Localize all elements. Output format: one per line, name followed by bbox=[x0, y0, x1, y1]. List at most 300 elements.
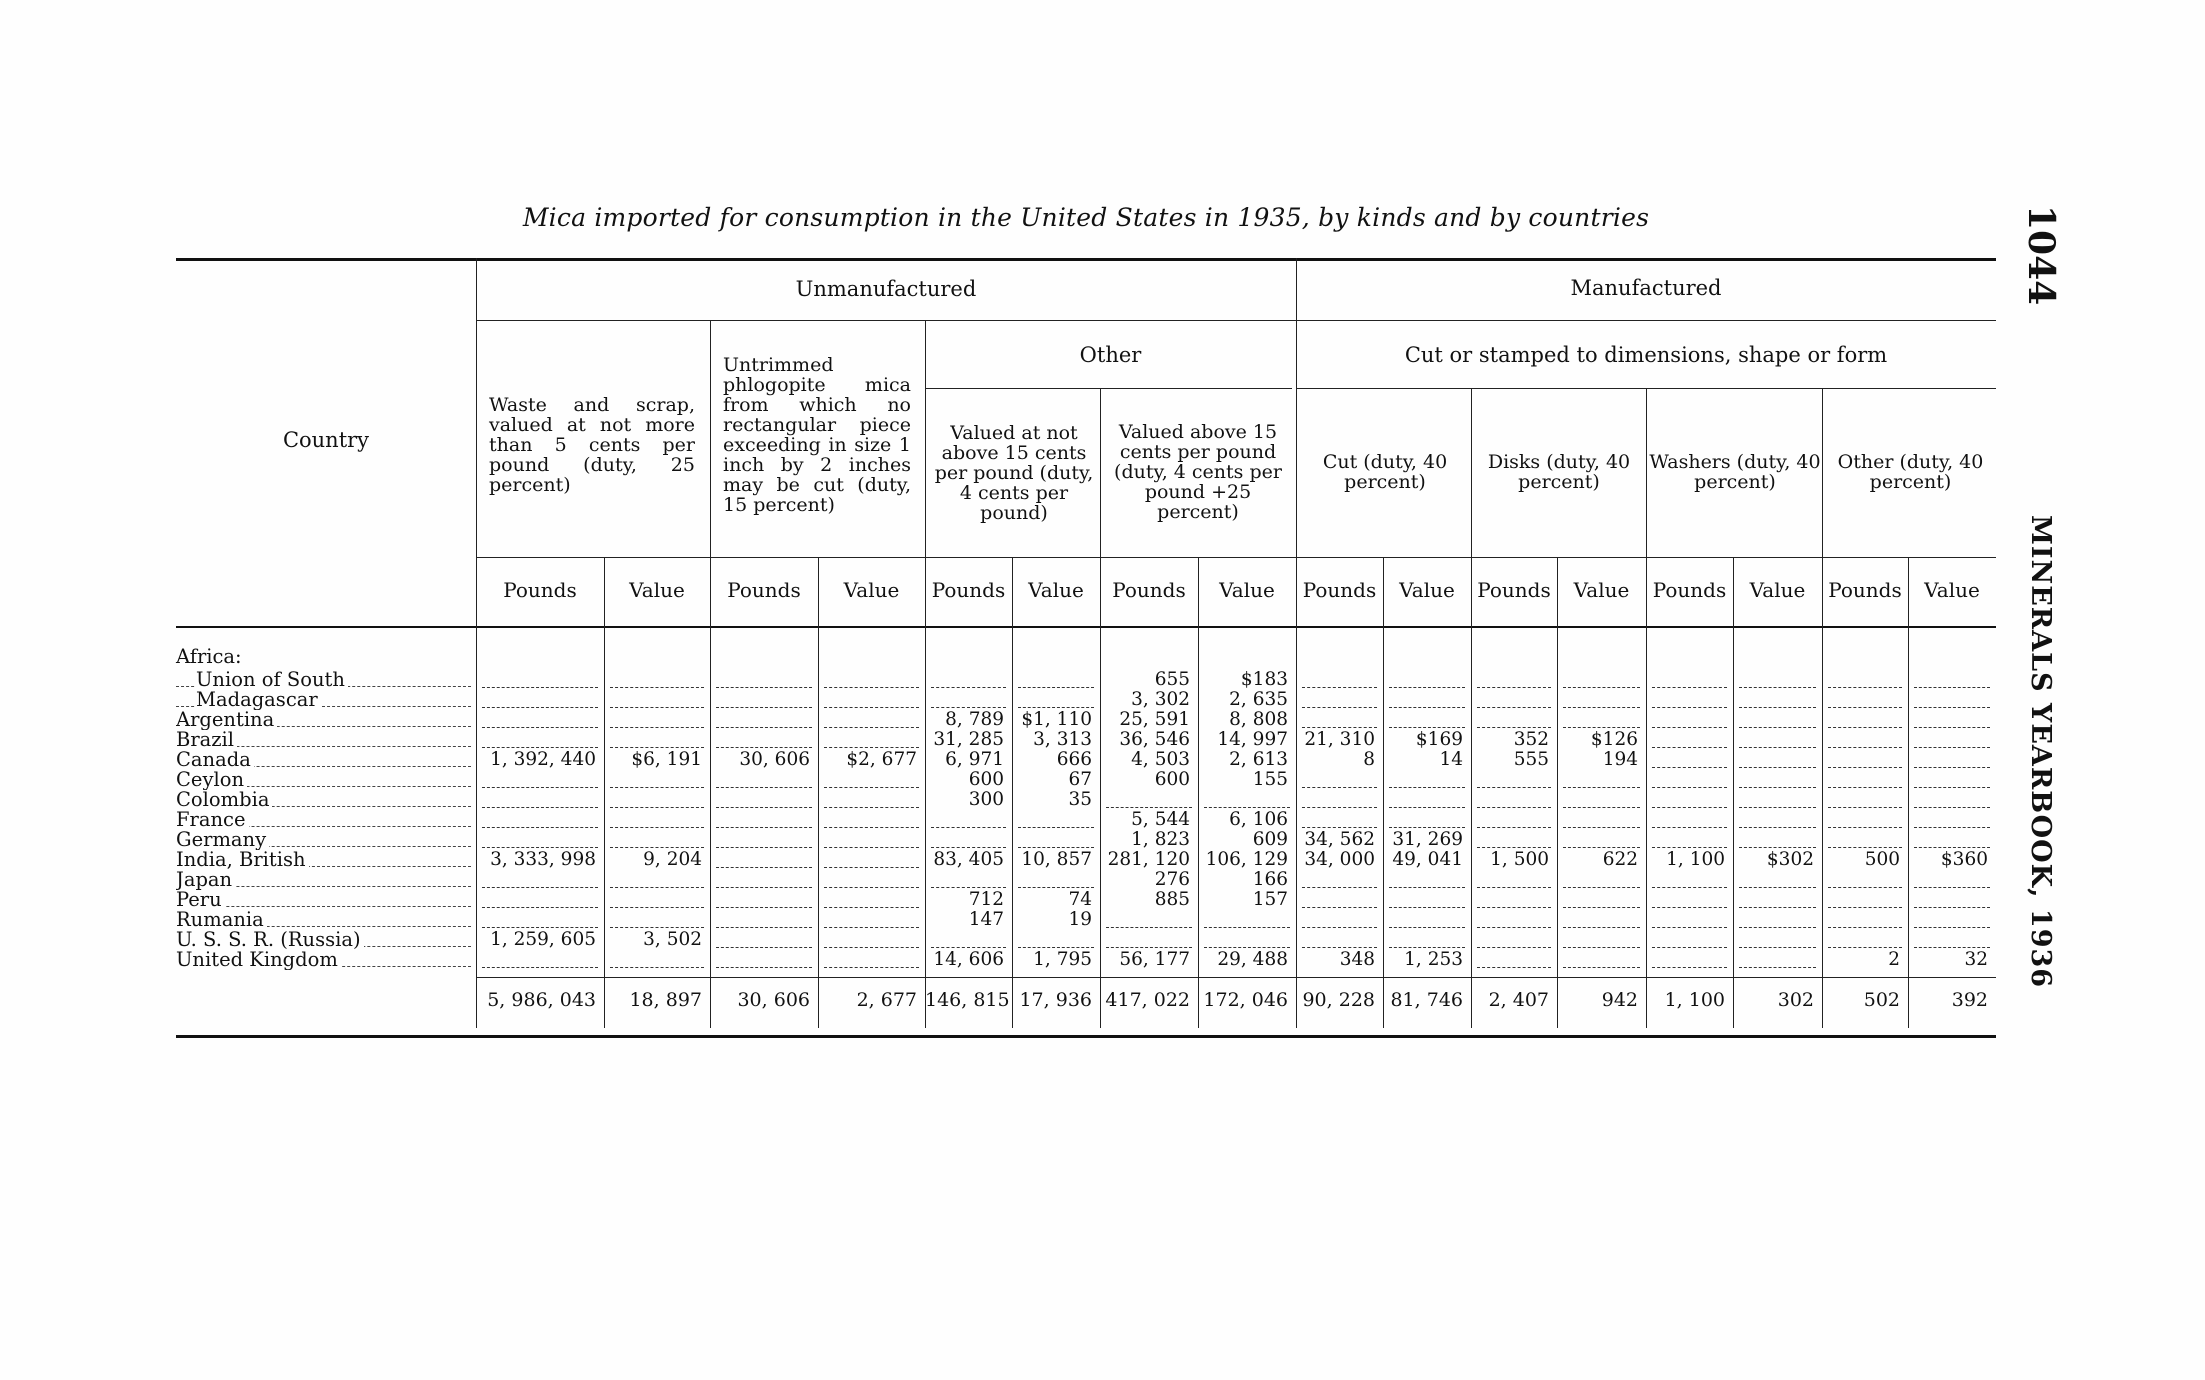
empty-cell-leader bbox=[610, 707, 704, 708]
value-subheader: Value bbox=[1924, 578, 1980, 602]
table-cell: 2, 613 bbox=[1229, 749, 1288, 770]
pounds-subheader: Pounds bbox=[1652, 578, 1727, 602]
table-cell: 49, 041 bbox=[1392, 849, 1463, 870]
table-cell: 25, 591 bbox=[1119, 709, 1190, 730]
empty-cell-leader bbox=[1018, 707, 1094, 708]
empty-cell-leader bbox=[824, 727, 919, 728]
empty-cell-leader bbox=[610, 727, 704, 728]
empty-cell-leader bbox=[1302, 887, 1377, 888]
empty-cell-leader bbox=[1739, 707, 1816, 708]
empty-cell-leader bbox=[1563, 947, 1640, 948]
table-cell: 6, 106 bbox=[1229, 809, 1288, 830]
empty-cell-leader bbox=[1652, 927, 1727, 928]
empty-cell-leader bbox=[610, 887, 704, 888]
above-15-header: Valued above 15 cents per pound (duty, 4 cents per pound +25 percent) bbox=[1114, 421, 1282, 523]
country-name: Rumania bbox=[176, 910, 471, 930]
table-cell: 35 bbox=[1068, 789, 1092, 810]
empty-cell-leader bbox=[1563, 807, 1640, 808]
table-cell: 67 bbox=[1068, 769, 1092, 790]
empty-cell-leader bbox=[1106, 807, 1192, 808]
col-rule bbox=[604, 557, 605, 1028]
empty-cell-leader bbox=[1652, 787, 1727, 788]
empty-cell-leader bbox=[1302, 947, 1377, 948]
table-cell: 1, 253 bbox=[1404, 949, 1463, 970]
pounds-subheader: Pounds bbox=[1828, 578, 1902, 602]
empty-cell-leader bbox=[1739, 847, 1816, 848]
empty-cell-leader bbox=[610, 827, 704, 828]
empty-cell-leader bbox=[482, 687, 598, 688]
empty-cell-leader bbox=[1652, 847, 1727, 848]
empty-cell-leader bbox=[1018, 887, 1094, 888]
empty-cell-leader bbox=[1739, 747, 1816, 748]
table-cell: 32 bbox=[1964, 949, 1988, 970]
empty-cell-leader bbox=[1914, 847, 1990, 848]
country-name: Peru bbox=[176, 890, 471, 910]
total-cell: 5, 986, 043 bbox=[487, 989, 596, 1011]
empty-cell-leader bbox=[610, 847, 704, 848]
empty-cell-leader bbox=[1563, 967, 1640, 968]
table-cell: 600 bbox=[1154, 769, 1190, 790]
empty-cell-leader bbox=[1477, 687, 1551, 688]
country-name: Union of South bbox=[176, 670, 471, 690]
empty-cell-leader bbox=[1828, 707, 1902, 708]
empty-cell-leader bbox=[824, 847, 919, 848]
empty-cell-leader bbox=[1739, 727, 1816, 728]
empty-cell-leader bbox=[1389, 907, 1465, 908]
table-cell: 34, 562 bbox=[1304, 829, 1375, 850]
totals-rule bbox=[476, 977, 1996, 978]
other-mfd-header: Other (duty, 40 percent) bbox=[1837, 451, 1984, 493]
empty-cell-leader bbox=[1389, 947, 1465, 948]
empty-cell-leader bbox=[1563, 847, 1640, 848]
empty-cell-leader bbox=[1914, 887, 1990, 888]
country-name: Madagascar bbox=[176, 690, 471, 710]
empty-cell-leader bbox=[482, 907, 598, 908]
table-cell: 8, 808 bbox=[1229, 709, 1288, 730]
pounds-subheader: Pounds bbox=[1477, 578, 1551, 602]
table-cell: 106, 129 bbox=[1205, 849, 1288, 870]
table-cell: 155 bbox=[1252, 769, 1288, 790]
empty-cell-leader bbox=[824, 867, 919, 868]
empty-cell-leader bbox=[1302, 707, 1377, 708]
empty-cell-leader bbox=[716, 907, 812, 908]
empty-cell-leader bbox=[1652, 687, 1727, 688]
empty-cell-leader bbox=[931, 687, 1006, 688]
empty-cell-leader bbox=[716, 927, 812, 928]
empty-cell-leader bbox=[1828, 787, 1902, 788]
empty-cell-leader bbox=[1018, 847, 1094, 848]
empty-cell-leader bbox=[1739, 687, 1816, 688]
table-bottom-rule bbox=[176, 1035, 1996, 1038]
cut-stamped-header: Cut or stamped to dimensions, shape or form bbox=[1404, 343, 1888, 367]
col-rule bbox=[1557, 557, 1558, 1028]
total-cell: 172, 046 bbox=[1203, 989, 1288, 1011]
empty-cell-leader bbox=[482, 787, 598, 788]
table-cell: 2 bbox=[1888, 949, 1900, 970]
empty-cell-leader bbox=[716, 887, 812, 888]
empty-cell-leader bbox=[824, 827, 919, 828]
total-cell: 18, 897 bbox=[629, 989, 702, 1011]
empty-cell-leader bbox=[1477, 947, 1551, 948]
col-rule bbox=[1822, 388, 1823, 1028]
empty-cell-leader bbox=[931, 827, 1006, 828]
table-cell: 31, 285 bbox=[933, 729, 1004, 750]
empty-cell-leader bbox=[1739, 827, 1816, 828]
table-cell: 1, 500 bbox=[1490, 849, 1549, 870]
col-rule bbox=[710, 320, 711, 1028]
group-header-rule bbox=[476, 320, 1996, 321]
table-cell: 1, 795 bbox=[1033, 949, 1092, 970]
table-cell: 276 bbox=[1154, 869, 1190, 890]
page-title: Mica imported for consumption in the United States in 1935, by kinds and by countries bbox=[522, 203, 1650, 232]
empty-cell-leader bbox=[1914, 727, 1990, 728]
empty-cell-leader bbox=[1652, 747, 1727, 748]
table-cell: $126 bbox=[1590, 729, 1638, 750]
total-cell: 942 bbox=[1601, 989, 1638, 1011]
country-name: Canada bbox=[176, 750, 471, 770]
total-cell: 81, 746 bbox=[1390, 989, 1463, 1011]
empty-cell-leader bbox=[610, 687, 704, 688]
empty-cell-leader bbox=[1563, 707, 1640, 708]
empty-cell-leader bbox=[1739, 807, 1816, 808]
empty-cell-leader bbox=[824, 707, 919, 708]
empty-cell-leader bbox=[1828, 727, 1902, 728]
empty-cell-leader bbox=[610, 747, 704, 748]
empty-cell-leader bbox=[482, 727, 598, 728]
empty-cell-leader bbox=[1914, 787, 1990, 788]
table-cell: 609 bbox=[1252, 829, 1288, 850]
empty-cell-leader bbox=[1563, 727, 1640, 728]
empty-cell-leader bbox=[1652, 907, 1727, 908]
washers-header: Washers (duty, 40 percent) bbox=[1649, 451, 1821, 493]
empty-cell-leader bbox=[716, 707, 812, 708]
header-bottom-rule bbox=[176, 626, 1996, 628]
empty-cell-leader bbox=[610, 927, 704, 928]
table-cell: 19 bbox=[1068, 909, 1092, 930]
table-cell: 1, 823 bbox=[1131, 829, 1190, 850]
table-cell: 194 bbox=[1602, 749, 1638, 770]
empty-cell-leader bbox=[1914, 807, 1990, 808]
empty-cell-leader bbox=[1018, 827, 1094, 828]
total-cell: 17, 936 bbox=[1019, 989, 1092, 1011]
empty-cell-leader bbox=[1302, 727, 1377, 728]
empty-cell-leader bbox=[716, 727, 812, 728]
empty-cell-leader bbox=[1914, 827, 1990, 828]
empty-cell-leader bbox=[1563, 687, 1640, 688]
table-cell: 21, 310 bbox=[1304, 729, 1375, 750]
empty-cell-leader bbox=[1914, 687, 1990, 688]
empty-cell-leader bbox=[716, 827, 812, 828]
empty-cell-leader bbox=[716, 687, 812, 688]
pounds-subheader: Pounds bbox=[1112, 578, 1186, 602]
empty-cell-leader bbox=[1018, 687, 1094, 688]
table-cell: 1, 100 bbox=[1666, 849, 1725, 870]
table-cell: 3, 333, 998 bbox=[490, 849, 596, 870]
empty-cell-leader bbox=[1389, 727, 1465, 728]
pounds-subheader: Pounds bbox=[931, 578, 1006, 602]
table-cell: 14, 606 bbox=[933, 949, 1004, 970]
empty-cell-leader bbox=[1302, 807, 1377, 808]
empty-cell-leader bbox=[716, 807, 812, 808]
empty-cell-leader bbox=[1914, 907, 1990, 908]
total-cell: 1, 100 bbox=[1664, 989, 1725, 1011]
country-name: Colombia bbox=[176, 790, 471, 810]
table-cell: 166 bbox=[1252, 869, 1288, 890]
table-cell: 2, 635 bbox=[1229, 689, 1288, 710]
table-cell: 31, 269 bbox=[1392, 829, 1463, 850]
empty-cell-leader bbox=[824, 927, 919, 928]
empty-cell-leader bbox=[1204, 927, 1290, 928]
table-cell: 348 bbox=[1339, 949, 1375, 970]
empty-cell-leader bbox=[1018, 947, 1094, 948]
col-rule bbox=[1646, 388, 1647, 1028]
value-subheader: Value bbox=[1219, 578, 1275, 602]
empty-cell-leader bbox=[1828, 807, 1902, 808]
waste-scrap-header: Waste and scrap, valued at not more than 5 cents per pound (duty, 25 percent) bbox=[489, 394, 695, 496]
table-cell: 14 bbox=[1439, 749, 1463, 770]
empty-cell-leader bbox=[1828, 767, 1902, 768]
country-name: United Kingdom bbox=[176, 950, 471, 970]
empty-cell-leader bbox=[1828, 887, 1902, 888]
value-subheader: Value bbox=[843, 578, 900, 602]
manufactured-header: Manufactured bbox=[1570, 276, 1722, 300]
table-cell: 1, 259, 605 bbox=[490, 929, 596, 950]
empty-cell-leader bbox=[1477, 967, 1551, 968]
col-rule bbox=[1733, 557, 1734, 1028]
empty-cell-leader bbox=[1563, 827, 1640, 828]
empty-cell-leader bbox=[1652, 707, 1727, 708]
empty-cell-leader bbox=[824, 787, 919, 788]
page-number: 1044 bbox=[2020, 205, 2062, 306]
empty-cell-leader bbox=[610, 967, 704, 968]
empty-cell-leader bbox=[610, 907, 704, 908]
pounds-subheader: Pounds bbox=[727, 578, 801, 602]
empty-cell-leader bbox=[824, 687, 919, 688]
country-name: Japan bbox=[176, 870, 471, 890]
empty-cell-leader bbox=[1739, 927, 1816, 928]
country-name: Africa: bbox=[176, 645, 242, 668]
value-subheader: Value bbox=[1399, 578, 1455, 602]
table-cell: 9, 204 bbox=[643, 849, 702, 870]
unmanufactured-header: Unmanufactured bbox=[795, 277, 977, 301]
empty-cell-leader bbox=[1477, 787, 1551, 788]
table-cell: 3, 313 bbox=[1033, 729, 1092, 750]
table-cell: 34, 000 bbox=[1304, 849, 1375, 870]
table-cell: 1, 392, 440 bbox=[490, 749, 596, 770]
table-cell: $6, 191 bbox=[631, 749, 702, 770]
table-cell: 555 bbox=[1513, 749, 1549, 770]
empty-cell-leader bbox=[1389, 807, 1465, 808]
empty-cell-leader bbox=[482, 827, 598, 828]
empty-cell-leader bbox=[482, 887, 598, 888]
empty-cell-leader bbox=[1739, 907, 1816, 908]
empty-cell-leader bbox=[1739, 787, 1816, 788]
other-header-rule bbox=[925, 388, 1292, 389]
country-name: U. S. S. R. (Russia) bbox=[176, 930, 471, 950]
empty-cell-leader bbox=[1389, 827, 1465, 828]
table-cell: 655 bbox=[1154, 669, 1190, 690]
empty-cell-leader bbox=[1828, 907, 1902, 908]
table-cell: 6, 971 bbox=[945, 749, 1004, 770]
table-cell: 157 bbox=[1252, 889, 1288, 910]
country-name: France bbox=[176, 810, 471, 830]
empty-cell-leader bbox=[482, 807, 598, 808]
empty-cell-leader bbox=[1563, 927, 1640, 928]
country-name: Brazil bbox=[176, 730, 471, 750]
empty-cell-leader bbox=[1652, 887, 1727, 888]
empty-cell-leader bbox=[1106, 947, 1192, 948]
empty-cell-leader bbox=[716, 847, 812, 848]
empty-cell-leader bbox=[1828, 947, 1902, 948]
empty-cell-leader bbox=[482, 847, 598, 848]
table-cell: 300 bbox=[968, 789, 1004, 810]
col-rule bbox=[818, 557, 819, 1028]
pounds-subheader: Pounds bbox=[1302, 578, 1377, 602]
total-cell: 302 bbox=[1777, 989, 1814, 1011]
running-head: MINERALS YEARBOOK, 1936 bbox=[2025, 515, 2056, 989]
table-cell: $2, 677 bbox=[846, 749, 917, 770]
empty-cell-leader bbox=[1563, 887, 1640, 888]
empty-cell-leader bbox=[1828, 927, 1902, 928]
table-top-rule bbox=[176, 258, 1996, 261]
table-cell: 885 bbox=[1154, 889, 1190, 910]
empty-cell-leader bbox=[1739, 967, 1816, 968]
empty-cell-leader bbox=[1477, 927, 1551, 928]
empty-cell-leader bbox=[1477, 807, 1551, 808]
empty-cell-leader bbox=[610, 807, 704, 808]
empty-cell-leader bbox=[1389, 927, 1465, 928]
country-name: Germany bbox=[176, 830, 471, 850]
not-above-15-header: Valued at not above 15 cents per pound (duty, 4 cents per pound) bbox=[934, 422, 1094, 524]
value-subheader: Value bbox=[1749, 578, 1806, 602]
empty-cell-leader bbox=[1563, 907, 1640, 908]
country-name: India, British bbox=[176, 850, 471, 870]
empty-cell-leader bbox=[931, 847, 1006, 848]
table-cell: 56, 177 bbox=[1119, 949, 1190, 970]
col-rule bbox=[1471, 388, 1472, 1028]
untrimmed-phlogopite-header: Untrimmed phlogopite mica from which no rectangular piece exceeding in size 1 inch by 2 inches may be cut (duty, 15 percent) bbox=[723, 354, 911, 516]
empty-cell-leader bbox=[824, 947, 919, 948]
empty-cell-leader bbox=[716, 947, 812, 948]
empty-cell-leader bbox=[1302, 927, 1377, 928]
table-cell: $1, 110 bbox=[1021, 709, 1092, 730]
empty-cell-leader bbox=[1477, 727, 1551, 728]
table-cell: 8 bbox=[1363, 749, 1375, 770]
table-cell: 83, 405 bbox=[933, 849, 1004, 870]
empty-cell-leader bbox=[931, 887, 1006, 888]
empty-cell-leader bbox=[716, 967, 812, 968]
total-cell: 502 bbox=[1863, 989, 1900, 1011]
empty-cell-leader bbox=[1828, 747, 1902, 748]
empty-cell-leader bbox=[824, 967, 919, 968]
empty-cell-leader bbox=[824, 747, 919, 748]
table-cell: 30, 606 bbox=[739, 749, 810, 770]
table-cell: $183 bbox=[1240, 669, 1288, 690]
table-cell: 622 bbox=[1602, 849, 1638, 870]
empty-cell-leader bbox=[716, 787, 812, 788]
empty-cell-leader bbox=[1389, 687, 1465, 688]
total-cell: 146, 815 bbox=[925, 989, 1010, 1011]
cut-header: Cut (duty, 40 percent) bbox=[1322, 451, 1448, 493]
table-cell: 3, 302 bbox=[1131, 689, 1190, 710]
table-cell: 281, 120 bbox=[1107, 849, 1190, 870]
table-cell: 4, 503 bbox=[1131, 749, 1190, 770]
empty-cell-leader bbox=[1914, 947, 1990, 948]
empty-cell-leader bbox=[1563, 787, 1640, 788]
country-name: Ceylon bbox=[176, 770, 471, 790]
empty-cell-leader bbox=[1914, 927, 1990, 928]
empty-cell-leader bbox=[1828, 827, 1902, 828]
empty-cell-leader bbox=[482, 927, 598, 928]
empty-cell-leader bbox=[1477, 827, 1551, 828]
country-name: Argentina bbox=[176, 710, 471, 730]
table-cell: $169 bbox=[1415, 729, 1463, 750]
country-header: Country bbox=[282, 428, 370, 452]
table-cell: 600 bbox=[968, 769, 1004, 790]
empty-cell-leader bbox=[1477, 707, 1551, 708]
empty-cell-leader bbox=[1302, 687, 1377, 688]
table-cell: $360 bbox=[1940, 849, 1988, 870]
empty-cell-leader bbox=[1106, 927, 1192, 928]
total-cell: 392 bbox=[1951, 989, 1988, 1011]
empty-cell-leader bbox=[482, 967, 598, 968]
empty-cell-leader bbox=[824, 807, 919, 808]
empty-cell-leader bbox=[1204, 947, 1290, 948]
table-cell: 666 bbox=[1056, 749, 1092, 770]
table-cell: 712 bbox=[968, 889, 1004, 910]
empty-cell-leader bbox=[1652, 767, 1727, 768]
empty-cell-leader bbox=[1914, 767, 1990, 768]
empty-cell-leader bbox=[1302, 787, 1377, 788]
table-cell: $302 bbox=[1766, 849, 1814, 870]
empty-cell-leader bbox=[1389, 887, 1465, 888]
other-header: Other bbox=[1079, 343, 1142, 367]
empty-cell-leader bbox=[1652, 967, 1727, 968]
table-cell: 29, 488 bbox=[1217, 949, 1288, 970]
total-cell: 90, 228 bbox=[1302, 989, 1375, 1011]
value-subheader: Value bbox=[1028, 578, 1084, 602]
table-cell: 352 bbox=[1513, 729, 1549, 750]
empty-cell-leader bbox=[824, 907, 919, 908]
empty-cell-leader bbox=[716, 747, 812, 748]
empty-cell-leader bbox=[1652, 947, 1727, 948]
empty-cell-leader bbox=[1739, 887, 1816, 888]
empty-cell-leader bbox=[1828, 687, 1902, 688]
empty-cell-leader bbox=[1389, 787, 1465, 788]
value-subheader: Value bbox=[1573, 578, 1630, 602]
empty-cell-leader bbox=[1652, 827, 1727, 828]
empty-cell-leader bbox=[610, 787, 704, 788]
empty-cell-leader bbox=[1828, 847, 1902, 848]
table-cell: 10, 857 bbox=[1021, 849, 1092, 870]
empty-cell-leader bbox=[1302, 827, 1377, 828]
empty-cell-leader bbox=[1739, 947, 1816, 948]
empty-cell-leader bbox=[1477, 907, 1551, 908]
table-cell: 3, 502 bbox=[643, 929, 702, 950]
total-cell: 30, 606 bbox=[737, 989, 810, 1011]
table-cell: 74 bbox=[1068, 889, 1092, 910]
empty-cell-leader bbox=[1477, 887, 1551, 888]
total-cell: 2, 407 bbox=[1488, 989, 1549, 1011]
total-cell: 417, 022 bbox=[1105, 989, 1190, 1011]
table-cell: 8, 789 bbox=[945, 709, 1004, 730]
empty-cell-leader bbox=[1204, 807, 1290, 808]
empty-cell-leader bbox=[1389, 707, 1465, 708]
value-subheader: Value bbox=[629, 578, 685, 602]
empty-cell-leader bbox=[1652, 807, 1727, 808]
empty-cell-leader bbox=[1739, 767, 1816, 768]
empty-cell-leader bbox=[824, 887, 919, 888]
